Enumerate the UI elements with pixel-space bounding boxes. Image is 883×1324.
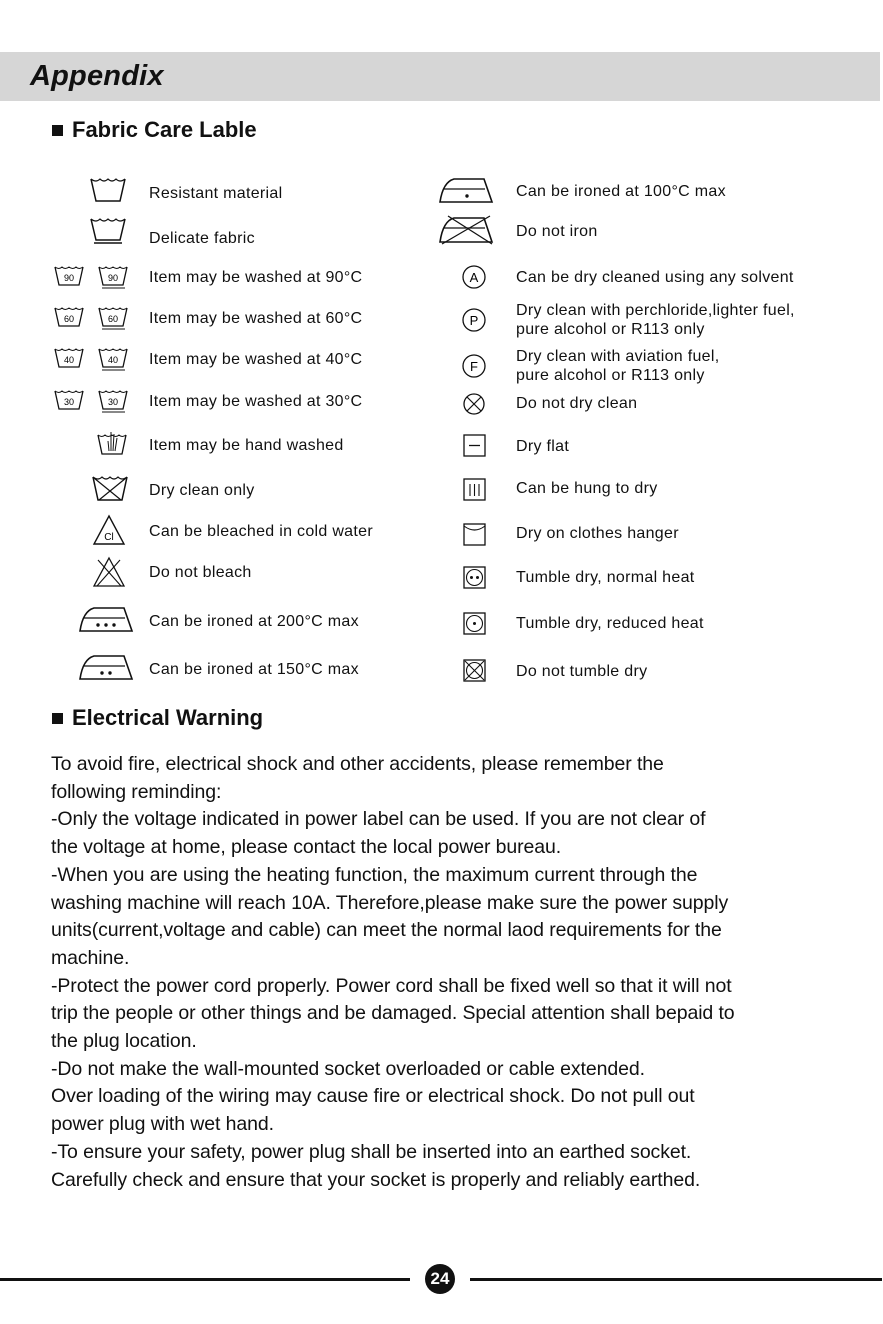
iron-two-dot-icon — [78, 652, 134, 682]
no-bleach-icon — [92, 556, 126, 588]
electrical-warning-title: Electrical Warning — [72, 705, 264, 730]
iron-three-dot-icon — [78, 604, 134, 634]
warning-line: trip the people or other things and be damaged. Special attention shall bepaid to — [51, 1002, 735, 1025]
bullet-square-icon — [52, 125, 63, 136]
care-label: Tumble dry, reduced heat — [516, 615, 704, 632]
wash-60-icon — [53, 305, 133, 331]
wash-tub-delicate-icon — [88, 215, 128, 245]
warning-line: power plug with wet hand. — [51, 1113, 274, 1136]
temp-label: 60 — [63, 314, 75, 324]
dry-clean-f-icon — [461, 353, 487, 379]
care-label: Dry clean with aviation fuel, — [516, 348, 720, 365]
warning-line: -When you are using the heating function, the maximum current through the — [51, 863, 698, 886]
warning-line: machine. — [51, 946, 130, 969]
temp-label: 30 — [107, 397, 119, 407]
page-number-badge: 24 — [425, 1264, 455, 1294]
hanger-dry-icon — [462, 522, 488, 548]
no-dry-clean-icon — [461, 391, 487, 417]
care-label: Delicate fabric — [149, 230, 255, 247]
wash-40-icon — [53, 346, 133, 372]
temp-label: 40 — [107, 355, 119, 365]
bleach-cold-icon — [92, 514, 126, 546]
warning-line: To avoid fire, electrical shock and other accidents, please remember the — [51, 753, 664, 775]
warning-line: -Do not make the wall-mounted socket overloaded or cable extended. — [51, 1057, 645, 1080]
temp-label: 60 — [107, 314, 119, 324]
temp-label: 90 — [63, 273, 75, 283]
solvent-mark: A — [469, 270, 479, 285]
care-label: Dry clean with perchloride,lighter fuel, — [516, 302, 795, 319]
tumble-normal-icon — [462, 565, 488, 591]
footer-rule-left — [0, 1278, 410, 1281]
warning-line: Over loading of the wiring may cause fire or electrical shock. Do not pull out — [51, 1085, 695, 1108]
solvent-mark: F — [470, 359, 478, 374]
electrical-warning-heading — [52, 705, 263, 731]
care-label: pure alcohol or R113 only — [516, 367, 705, 384]
hand-wash-icon — [96, 426, 128, 458]
care-label: Dry on clothes hanger — [516, 525, 679, 542]
care-label: Item may be washed at 90°C — [149, 269, 363, 286]
warning-line: -To ensure your safety, power plug shall be inserted into an earthed socket. — [51, 1140, 692, 1163]
solvent-mark: P — [469, 313, 479, 328]
care-label: Tumble dry, normal heat — [516, 569, 695, 586]
fabric-care-title: Fabric Care Lable — [72, 117, 257, 142]
temp-label: 40 — [63, 355, 75, 365]
warning-line: -Protect the power cord properly. Power cord shall be fixed well so that it will not — [51, 974, 732, 997]
warning-line: -Only the voltage indicated in power label can be used. If you are not clear of — [51, 808, 706, 831]
dry-clean-a-icon — [461, 264, 487, 290]
care-label: Do not iron — [516, 223, 598, 240]
warning-line: units(current,voltage and cable) can meet the normal laod requirements for the — [51, 919, 722, 942]
bleach-mark: Cl — [104, 532, 114, 543]
temp-label: 30 — [63, 397, 75, 407]
care-label: pure alcohol or R113 only — [516, 321, 705, 338]
wash-30-icon — [53, 388, 133, 414]
care-label: Can be hung to dry — [516, 480, 658, 497]
care-label: Item may be washed at 60°C — [149, 310, 363, 327]
hang-dry-icon — [462, 477, 488, 503]
care-label: Can be bleached in cold water — [149, 523, 373, 540]
care-label: Can be ironed at 200°C max — [149, 613, 359, 630]
dry-flat-icon — [462, 433, 488, 459]
wash-90-icon — [53, 264, 133, 290]
footer-rule-right — [470, 1278, 882, 1281]
care-label: Dry clean only — [149, 482, 255, 499]
care-label: Item may be hand washed — [149, 437, 344, 454]
care-label: Do not dry clean — [516, 395, 638, 412]
warning-line: the plug location. — [51, 1030, 197, 1053]
care-label: Can be dry cleaned using any solvent — [516, 269, 794, 286]
no-iron-icon — [438, 214, 494, 246]
warning-line: the voltage at home, please contact the local power bureau. — [51, 836, 562, 859]
care-label: Resistant material — [149, 185, 283, 202]
care-label: Do not tumble dry — [516, 663, 648, 680]
warning-body — [51, 751, 851, 1194]
no-tumble-icon — [462, 658, 488, 684]
bullet-square-icon — [52, 713, 63, 724]
care-label: Can be ironed at 150°C max — [149, 661, 359, 678]
iron-one-dot-icon — [438, 175, 494, 205]
fabric-care-heading — [52, 117, 257, 143]
tumble-reduced-icon — [462, 611, 488, 637]
care-label: Item may be washed at 30°C — [149, 393, 363, 410]
warning-line: Carefully check and ensure that your socket is properly and reliably earthed. — [51, 1168, 701, 1191]
care-label: Do not bleach — [149, 564, 252, 581]
dry-clean-only-icon — [90, 473, 130, 503]
page-title: Appendix — [30, 60, 164, 92]
wash-tub-icon — [88, 175, 128, 205]
care-label: Can be ironed at 100°C max — [516, 183, 726, 200]
care-label: Dry flat — [516, 438, 570, 455]
warning-line: washing machine will reach 10A. Therefore,please make sure the power supply — [51, 891, 729, 914]
temp-label: 90 — [107, 273, 119, 283]
dry-clean-p-icon — [461, 307, 487, 333]
warning-line: following reminding: — [51, 780, 222, 803]
care-label: Item may be washed at 40°C — [149, 351, 363, 368]
